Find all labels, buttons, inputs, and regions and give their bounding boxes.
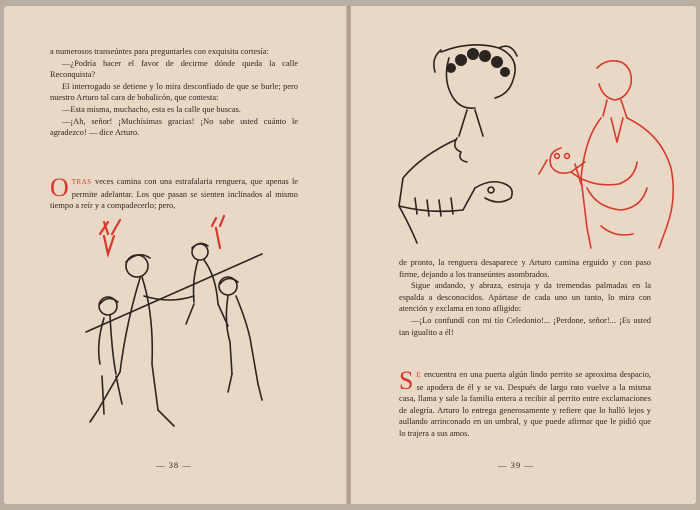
lead-in: E (416, 371, 422, 379)
man-and-dog-illustration (371, 38, 691, 253)
drop-cap: O (50, 173, 69, 202)
paragraph: veces camina con una estrafalaria renguera, que apenas le permite adelantar. Los que pasan se sienten inclinados al mismo tiempo a reír y a compadecerlo; pero, (50, 177, 298, 211)
page-number: — 39 — (498, 460, 534, 470)
paragraph: encuentra en una puerta algún lindo perrito se aproxima despacio, se apodera de él y se va. Después de largo rato vuelve a la misma casa, llama y sale la familia entera a recibir al perrito entre exclamaciones de alegría. Arturo lo entrega generosamente y refiere que lo halló lejos y aullando arrinconado en un umbral, y que puede afirmar que le pidió que lo trajera a sus amos. (399, 370, 651, 438)
page-39 (351, 6, 696, 504)
page-number: — 38 — (156, 460, 192, 470)
page-38 (4, 6, 348, 504)
right-text-top (399, 257, 651, 338)
right-text-drop (399, 366, 651, 440)
lead-in: TRAS (71, 178, 92, 186)
boys-walking-illustration (82, 214, 282, 436)
paragraph: a numerosos transeúntes para preguntarles con exquisita cortesía: (50, 47, 269, 56)
left-text-top (50, 46, 298, 139)
left-text-drop (50, 173, 298, 212)
paragraph: El interrogado se detiene y lo mira desconfiado de que se burle; pero nuestro Arturo tal cara de bobalicón, que contesta: (50, 81, 298, 103)
drop-cap: S (399, 366, 414, 395)
paragraph: de pronto, la renguera desaparece y Arturo camina erguido y con paso firme, dejando a los transeúntes asombrados. (399, 258, 651, 279)
paragraph: Sigue andando, y abraza, estruja y da tremendas palmadas en la espalda a desconocidos. Apártase de cada uno un tanto, lo mira con atención y exclama en tono afligido: (399, 281, 651, 314)
paragraph: —Esta misma, muchacho, esta es la calle que buscas. (62, 104, 241, 114)
paragraph: —¡Lo confundí con mi tío Celedonio!... ¡Perdone, señor!... ¡Es usted tan igualito a él! (399, 315, 651, 337)
paragraph: —¿Podría hacer el favor de decirme dónde queda la calle Reconquista? (50, 58, 298, 80)
paragraph: —¡Ah, señor! ¡Muchísimas gracias! ¡No sabe usted cuánto le agradezco! — dice Arturo. (50, 116, 298, 138)
